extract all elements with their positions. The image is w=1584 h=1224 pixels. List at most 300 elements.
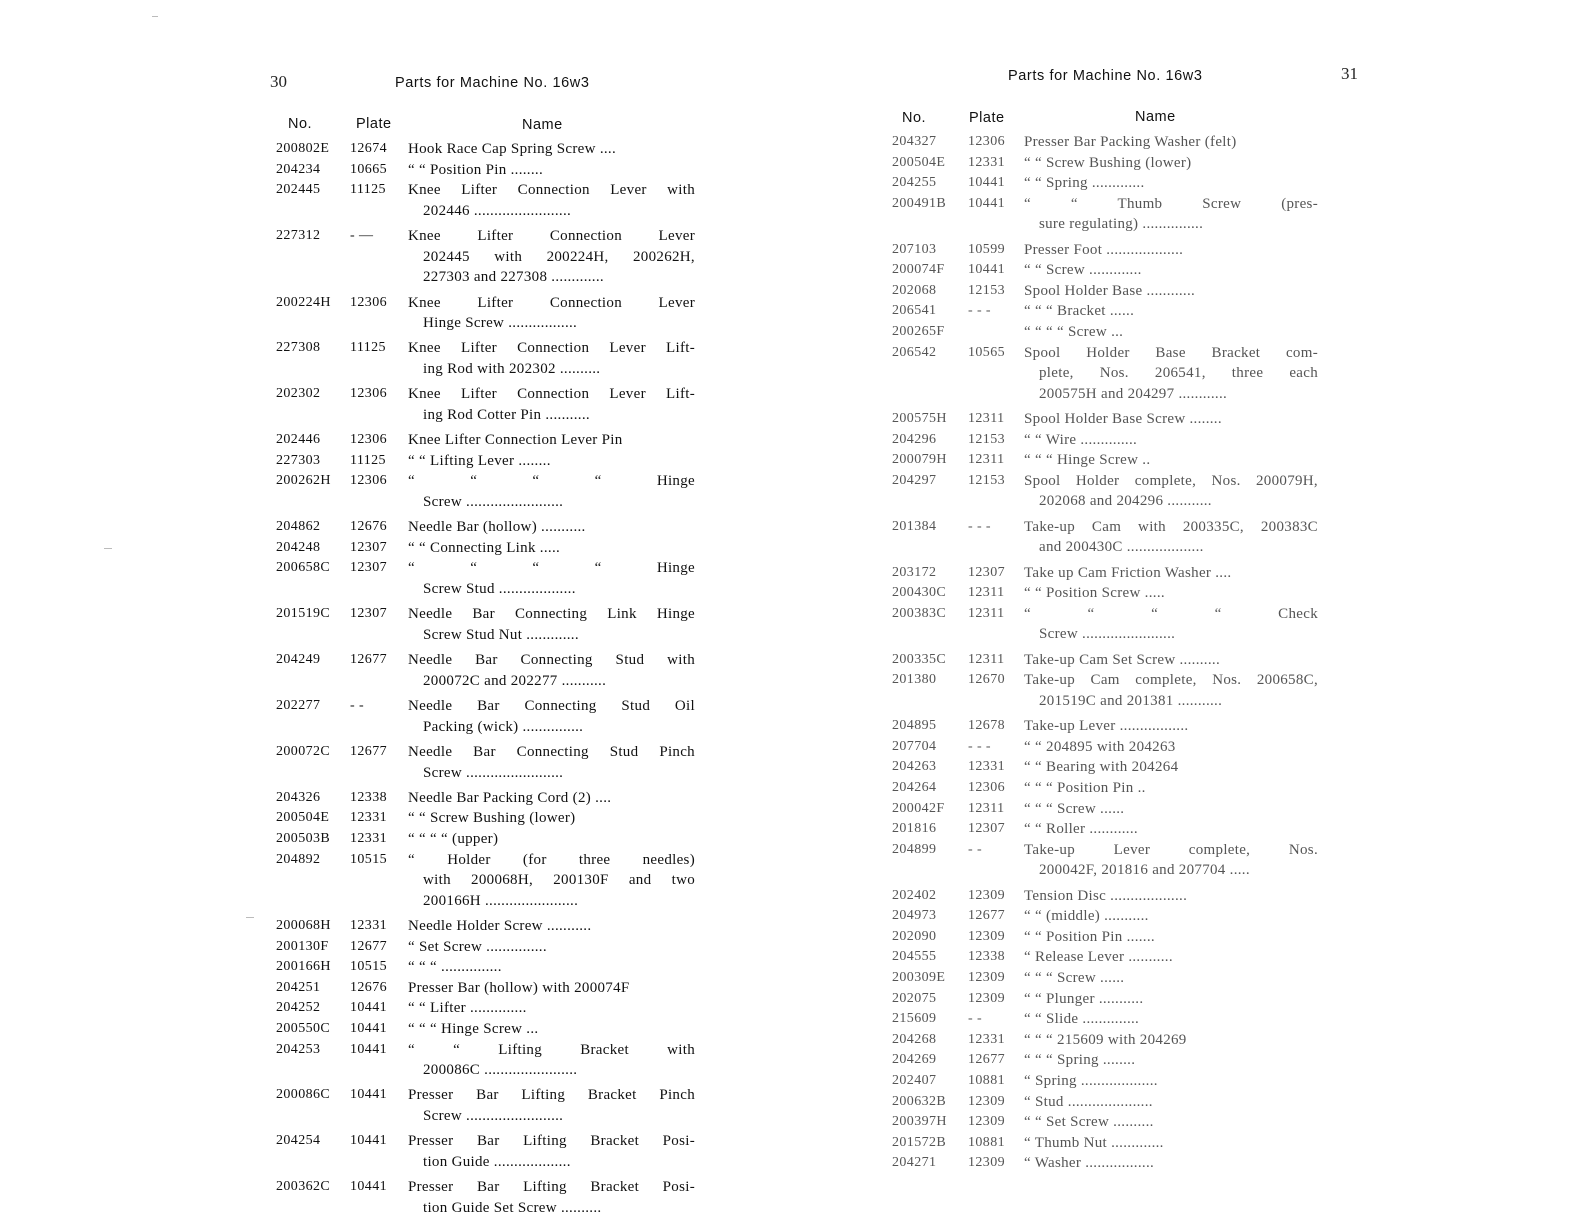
part-name-line: Screw ....................... — [1039, 626, 1176, 643]
part-name — [408, 1131, 695, 1172]
part-name-line: “ Thumb Nut ............. — [1024, 1134, 1164, 1151]
part-entry — [892, 301, 1318, 322]
part-name-line: Needle Bar Packing Cord (2) .... — [408, 789, 612, 806]
plate-number: 12309 — [968, 1093, 1005, 1109]
part-name-line: “ “ “ 215609 with 204269 — [1024, 1031, 1187, 1048]
part-number: 202445 — [276, 182, 321, 198]
part-entry — [892, 1092, 1318, 1113]
part-entry — [892, 563, 1318, 584]
part-name-line: “ “ Position Screw ..... — [1024, 585, 1165, 602]
part-name — [408, 471, 695, 512]
plate-number: 10515 — [350, 959, 387, 975]
part-name — [408, 451, 695, 472]
part-name — [408, 1019, 695, 1040]
part-name-line: Presser Bar Lifting Bracket Posi- — [408, 1133, 695, 1150]
plate-number: 12331 — [968, 759, 1005, 775]
header-no-right: No. — [902, 110, 927, 126]
part-number: 201380 — [892, 672, 937, 688]
part-name-line: Screw ........................ — [423, 493, 564, 510]
part-entry — [276, 916, 695, 937]
plate-number: 10881 — [968, 1072, 1005, 1088]
part-name — [1024, 240, 1318, 261]
part-entry — [892, 1009, 1318, 1030]
part-number: 204249 — [276, 652, 321, 668]
part-number: 202402 — [892, 887, 937, 903]
part-number: 204899 — [892, 841, 937, 857]
part-name — [1024, 301, 1318, 322]
plate-number: - - - — [968, 303, 991, 319]
plate-number: 12153 — [968, 431, 1005, 447]
part-name-line: “ “ Bearing with 204264 — [1024, 759, 1179, 776]
part-name-line: “ “ Connecting Link ..... — [408, 539, 561, 556]
part-name-line: 200575H and 204297 ............ — [1039, 385, 1228, 402]
part-entry — [276, 850, 695, 912]
plate-number: 12311 — [968, 651, 1005, 667]
part-name — [1024, 1092, 1318, 1113]
left-page — [0, 0, 790, 1224]
part-name — [408, 650, 695, 691]
scan-mark — [246, 917, 254, 918]
part-name — [1024, 1071, 1318, 1092]
part-number: 200550C — [276, 1021, 331, 1036]
part-entry — [892, 1112, 1318, 1133]
plate-number: 12311 — [968, 800, 1005, 816]
part-name — [408, 430, 695, 451]
part-name-line: Knee Lifter Connection Lever — [408, 228, 695, 245]
parts-table-right — [892, 132, 1318, 1174]
plate-number: 10515 — [350, 851, 387, 867]
part-entry — [892, 947, 1318, 968]
part-number: 204296 — [892, 431, 937, 447]
part-name-line: “ “ Lifting Bracket with — [408, 1041, 695, 1058]
part-name — [1024, 840, 1318, 881]
part-entry — [892, 281, 1318, 302]
part-name — [1024, 281, 1318, 302]
part-name-line: tion Guide ................... — [423, 1153, 571, 1170]
part-name — [408, 742, 695, 783]
part-entry — [276, 998, 695, 1019]
part-entry — [892, 716, 1318, 737]
part-name — [408, 604, 695, 645]
part-name — [1024, 906, 1318, 927]
plate-number: 12311 — [968, 585, 1005, 601]
plate-number: 10665 — [350, 161, 387, 177]
part-entry — [892, 240, 1318, 261]
part-number: 206541 — [892, 303, 937, 319]
part-name-line: 200086C ....................... — [423, 1062, 578, 1079]
part-number: 200383C — [892, 605, 947, 621]
part-name-line: Screw ........................ — [423, 764, 564, 781]
part-name-line: Needle Bar Connecting Stud with — [408, 652, 695, 669]
part-entry — [892, 989, 1318, 1010]
header-no-left: No. — [288, 116, 313, 132]
part-name-line: “ “ Screw ............. — [1024, 262, 1142, 279]
part-number: 204255 — [892, 175, 937, 191]
plate-number: 12676 — [350, 519, 387, 535]
part-name-line: Knee Lifter Connection Lever Lift- — [408, 340, 695, 357]
part-name-line: “ Spring ................... — [1024, 1072, 1158, 1089]
part-name — [1024, 886, 1318, 907]
part-name — [1024, 1050, 1318, 1071]
plate-number: - - - — [968, 518, 991, 534]
part-name-line: and 200430C ................... — [1039, 539, 1204, 556]
part-name-line: Take-up Lever complete, Nos. — [1024, 841, 1318, 858]
part-name-line: Presser Bar Lifting Bracket Posi- — [408, 1179, 695, 1196]
part-name-line: Take-up Cam Set Screw .......... — [1024, 651, 1221, 668]
part-name — [1024, 132, 1318, 153]
parts-table-left — [276, 139, 695, 1223]
part-name-line: Take up Cam Friction Washer .... — [1024, 564, 1232, 581]
part-name — [1024, 757, 1318, 778]
part-number: 227303 — [276, 452, 321, 468]
part-name-line: “ “ Thumb Screw (pres- — [1024, 195, 1318, 212]
part-number: 204251 — [276, 979, 321, 995]
part-name-line: Presser Bar (hollow) with 200074F — [408, 979, 630, 996]
part-number: 200074F — [892, 262, 945, 278]
plate-number: 10441 — [968, 195, 1005, 211]
plate-number: 12309 — [968, 887, 1005, 903]
part-name — [408, 998, 695, 1019]
plate-number: 12311 — [968, 452, 1005, 468]
part-entry — [892, 430, 1318, 451]
part-name-line: Knee Lifter Connection Lever — [408, 294, 695, 311]
part-number: 200068H — [276, 918, 331, 934]
part-number: 200335C — [892, 651, 947, 667]
part-number: 200802E — [276, 141, 330, 156]
part-number: 204254 — [276, 1133, 321, 1149]
part-number: 200430C — [892, 585, 947, 601]
part-entry — [892, 1133, 1318, 1154]
part-entry — [276, 1019, 695, 1040]
part-name-line: 227303 and 227308 ............. — [423, 269, 604, 286]
plate-number: - - — [968, 841, 983, 857]
part-number: 204263 — [892, 759, 937, 775]
part-name-line: “ “ “ Position Pin .. — [1024, 779, 1146, 796]
part-name-line: Take-up Lever ................. — [1024, 718, 1189, 735]
part-entry — [276, 180, 695, 221]
plate-number: 10441 — [968, 175, 1005, 191]
part-entry — [892, 670, 1318, 711]
part-name-line: Spool Holder Base Screw ........ — [1024, 411, 1222, 428]
plate-number: 12331 — [350, 830, 387, 846]
part-name-line: Knee Lifter Connection Lever Pin — [408, 432, 623, 449]
part-name-line: “ “ (middle) ........... — [1024, 908, 1149, 925]
part-entry — [892, 927, 1318, 948]
part-entry — [276, 957, 695, 978]
part-name-line: “ Release Lever ........... — [1024, 949, 1173, 966]
part-entry — [892, 757, 1318, 778]
part-name — [408, 160, 695, 181]
part-name-line: “ “ “ “ Check — [1024, 605, 1318, 622]
part-number: 207103 — [892, 241, 937, 257]
part-entry — [276, 604, 695, 645]
part-name — [408, 384, 695, 425]
part-name-line: “ “ Screw Bushing (lower) — [1024, 154, 1192, 171]
part-name-line: “ “ Lifter .............. — [408, 1000, 527, 1017]
page-number-right: 31 — [1341, 64, 1358, 83]
part-name-line: “ “ Plunger ........... — [1024, 990, 1144, 1007]
part-name-line: Presser Bar Packing Washer (felt) — [1024, 134, 1237, 150]
part-name-line: “ “ “ “ Screw ... — [1024, 324, 1124, 341]
part-number: 200504E — [276, 810, 330, 826]
part-name — [1024, 737, 1318, 758]
part-number: 203172 — [892, 564, 937, 580]
part-name — [1024, 153, 1318, 174]
part-number: 204269 — [892, 1052, 937, 1068]
part-name — [408, 916, 695, 937]
part-name-line: “ “ 204895 with 204263 — [1024, 738, 1176, 755]
part-number: 200079H — [892, 452, 947, 468]
part-name-line: Needle Bar Connecting Stud Oil — [408, 698, 695, 715]
plate-number: 12331 — [350, 918, 387, 934]
part-name — [408, 538, 695, 559]
part-number: 204268 — [892, 1031, 937, 1047]
plate-number: 10441 — [350, 1133, 387, 1149]
part-number: 204326 — [276, 789, 321, 805]
part-number: 204248 — [276, 539, 321, 555]
plate-number: 10441 — [350, 1000, 387, 1016]
part-entry — [892, 968, 1318, 989]
part-entry — [892, 799, 1318, 820]
plate-number: 12677 — [968, 908, 1005, 924]
part-name-line: Needle Bar (hollow) ........... — [408, 519, 586, 536]
part-entry — [276, 978, 695, 999]
part-name — [1024, 604, 1318, 645]
part-name-line: Spool Holder Base ............ — [1024, 282, 1196, 299]
plate-number: 12309 — [968, 990, 1005, 1006]
part-number: 200309E — [892, 969, 946, 985]
part-number: 227308 — [276, 340, 321, 356]
part-name-line: “ Stud ..................... — [1024, 1093, 1153, 1110]
part-number: 201816 — [892, 821, 937, 837]
part-entry — [276, 937, 695, 958]
part-number: 215609 — [892, 1011, 937, 1027]
part-entry — [892, 322, 1318, 343]
part-number: 202446 — [276, 432, 321, 448]
scan-mark — [152, 16, 158, 17]
plate-number: 10881 — [968, 1134, 1005, 1150]
part-number: 204327 — [892, 134, 937, 149]
part-name-line: Take-up Cam with 200335C, 200383C — [1024, 518, 1318, 535]
plate-number: 12306 — [350, 432, 387, 448]
part-name-line: Screw Stud Nut ............. — [423, 626, 579, 643]
part-number: 206542 — [892, 344, 937, 360]
part-name-line: ing Rod Cotter Pin ........... — [423, 406, 590, 423]
plate-number: 12311 — [968, 411, 1005, 427]
plate-number: 12307 — [350, 539, 387, 555]
part-number: 204252 — [276, 1000, 321, 1016]
part-name-line: Knee Lifter Connection Lever Lift- — [408, 386, 695, 403]
part-entry — [276, 430, 695, 451]
part-name-line: Needle Bar Connecting Stud Pinch — [408, 743, 695, 760]
part-entry — [276, 139, 695, 160]
part-name-line: 200166H ....................... — [423, 892, 579, 909]
plate-number: - - - — [968, 738, 991, 754]
part-name-line: “ Holder (for three needles) — [408, 851, 695, 868]
part-number: 200224H — [276, 294, 331, 310]
part-name — [408, 338, 695, 379]
part-number: 204271 — [892, 1155, 937, 1171]
part-entry — [892, 194, 1318, 235]
part-entry — [892, 173, 1318, 194]
part-entry — [892, 840, 1318, 881]
part-number: 204973 — [892, 908, 937, 924]
part-name-line: tion Guide Set Screw .......... — [423, 1199, 602, 1216]
part-name — [1024, 471, 1318, 512]
plate-number: 12677 — [350, 743, 387, 759]
part-name — [1024, 583, 1318, 604]
part-name-line: “ “ “ Screw ...... — [1024, 969, 1125, 986]
plate-number: - - — [968, 1011, 983, 1027]
part-name — [408, 829, 695, 850]
part-name — [408, 1177, 695, 1218]
part-entry — [276, 384, 695, 425]
part-entry — [892, 583, 1318, 604]
plate-number: 12338 — [350, 789, 387, 805]
part-entry — [276, 696, 695, 737]
plate-number: 12153 — [968, 282, 1005, 298]
part-entry — [276, 471, 695, 512]
part-name-line: “ “ “ Spring ........ — [1024, 1052, 1136, 1069]
part-number: 201572B — [892, 1134, 947, 1150]
part-name — [408, 1040, 695, 1081]
part-name-line: Screw Stud ................... — [423, 581, 576, 597]
part-name-line: ing Rod with 202302 .......... — [423, 361, 601, 377]
page-number-left: 30 — [270, 72, 287, 91]
part-name-line: “ “ Screw Bushing (lower) — [408, 810, 576, 827]
scan-mark — [104, 548, 112, 549]
part-entry — [892, 819, 1318, 840]
part-name-line: Hook Race Cap Spring Screw .... — [408, 141, 617, 157]
plate-number: 12306 — [350, 473, 387, 489]
plate-number: 10441 — [968, 262, 1005, 278]
part-name-line: “ Washer ................. — [1024, 1155, 1155, 1172]
part-entry — [892, 737, 1318, 758]
part-number: 202407 — [892, 1072, 937, 1088]
part-name-line: Spool Holder complete, Nos. 200079H, — [1024, 472, 1318, 489]
part-name-line: “ “ “ Hinge Screw ... — [408, 1021, 539, 1037]
part-entry — [276, 1040, 695, 1081]
header-plate-right: Plate — [969, 110, 1005, 126]
part-name — [1024, 989, 1318, 1010]
part-name — [1024, 799, 1318, 820]
part-number: 200042F — [892, 800, 945, 816]
part-entry — [276, 451, 695, 472]
part-entry — [276, 742, 695, 783]
plate-number: 12674 — [350, 141, 387, 156]
part-entry — [892, 778, 1318, 799]
part-name-line: Needle Holder Screw ........... — [408, 918, 592, 935]
part-name — [408, 1085, 695, 1126]
part-number: 204234 — [276, 161, 321, 177]
part-name-line: “ “ Slide .............. — [1024, 1011, 1140, 1028]
part-name — [1024, 430, 1318, 451]
plate-number: 12307 — [968, 821, 1005, 837]
part-name — [1024, 1133, 1318, 1154]
plate-number: 12307 — [350, 606, 387, 622]
part-name-line: Presser Foot ................... — [1024, 241, 1184, 258]
plate-number: 12670 — [968, 672, 1005, 688]
part-name — [1024, 778, 1318, 799]
plate-number: 12338 — [968, 949, 1005, 965]
part-name-line: “ “ Wire .............. — [1024, 431, 1138, 448]
part-number: 202075 — [892, 990, 937, 1006]
part-entry — [276, 1131, 695, 1172]
part-number: 200632B — [892, 1093, 947, 1109]
part-number: 207704 — [892, 738, 937, 754]
part-name — [408, 139, 695, 160]
part-entry — [276, 226, 695, 288]
plate-number: 10599 — [968, 241, 1005, 257]
plate-number: 12677 — [350, 938, 387, 954]
part-name-line: Take-up Cam complete, Nos. 200658C, — [1024, 672, 1318, 689]
part-name — [1024, 563, 1318, 584]
part-number: 204555 — [892, 949, 937, 965]
part-entry — [892, 906, 1318, 927]
plate-number: 12331 — [968, 154, 1005, 170]
part-number: 200491B — [892, 195, 947, 211]
part-name — [1024, 650, 1318, 671]
part-name-line: Presser Bar Lifting Bracket Pinch — [408, 1087, 695, 1104]
part-entry — [276, 160, 695, 181]
part-name-line: 200042F, 201816 and 207704 ..... — [1039, 862, 1250, 879]
plate-number: 12331 — [350, 810, 387, 826]
part-number: 200130F — [276, 938, 329, 954]
part-entry — [276, 517, 695, 538]
part-number: 202277 — [276, 698, 321, 714]
part-name-line: 200072C and 202277 ........... — [423, 672, 607, 689]
plate-number: 12676 — [350, 979, 387, 995]
part-name-line: 202445 with 200224H, 200262H, — [423, 248, 695, 265]
part-number: 200658C — [276, 560, 331, 576]
part-entry — [276, 829, 695, 850]
plate-number: 12309 — [968, 969, 1005, 985]
part-name-line: Packing (wick) ............... — [423, 718, 584, 735]
part-name-line: 201519C and 201381 ........... — [1039, 692, 1223, 709]
part-name-line: “ “ “ “ Hinge — [408, 473, 695, 490]
header-name-left: Name — [522, 117, 563, 133]
part-name-line: with 200068H, 200130F and two — [423, 872, 695, 889]
plate-number: 12153 — [968, 472, 1005, 488]
part-name — [408, 558, 695, 599]
part-entry — [892, 450, 1318, 471]
part-entry — [276, 293, 695, 334]
part-entry — [892, 1071, 1318, 1092]
plate-number: 12311 — [968, 605, 1005, 621]
part-name-line: “ “ Roller ............ — [1024, 821, 1138, 838]
plate-number: 12677 — [350, 652, 387, 668]
part-name — [408, 788, 695, 809]
part-name — [1024, 260, 1318, 281]
part-name — [408, 978, 695, 999]
part-number: 200072C — [276, 743, 331, 759]
part-number: 200262H — [276, 473, 331, 489]
plate-number: 11125 — [350, 340, 386, 356]
plate-number: 10441 — [350, 1179, 387, 1195]
part-number: 227312 — [276, 228, 321, 244]
part-entry — [892, 1153, 1318, 1174]
plate-number: 12309 — [968, 1155, 1005, 1171]
part-name — [1024, 322, 1318, 343]
part-entry — [892, 132, 1318, 153]
part-number: 200265F — [892, 324, 945, 340]
part-name — [1024, 194, 1318, 235]
part-name-line: sure regulating) ............... — [1039, 216, 1204, 233]
part-name-line: “ “ “ Bracket ...... — [1024, 303, 1135, 320]
plate-number: 12306 — [350, 386, 387, 402]
part-number: 202302 — [276, 386, 321, 402]
part-name — [1024, 947, 1318, 968]
